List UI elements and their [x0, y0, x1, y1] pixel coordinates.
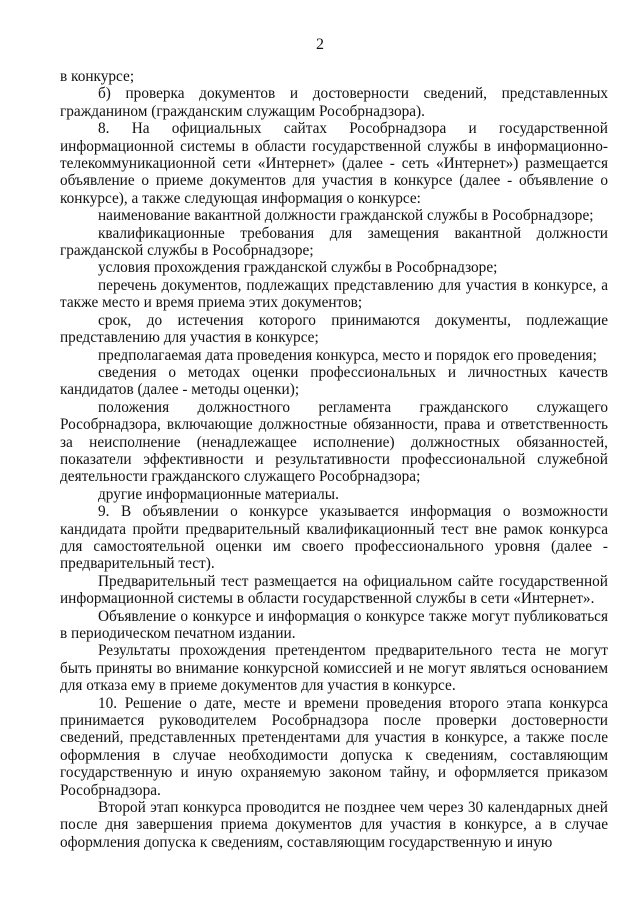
- paragraph-continuation: в конкурсе;: [60, 68, 135, 85]
- paragraph-preliminary-test-site: Предварительный тест размещается на официальном сайте государственной информационной системы в области государственной службы в сети «Интернет».: [60, 572, 608, 608]
- paragraph-item-b: б) проверка документов и достоверности сведений, представленных гражданином (гражданским служащим Рособрнадзора).: [60, 85, 608, 120]
- list-item-service-conditions: условия прохождения гражданской службы в Рособрнадзоре;: [98, 259, 498, 277]
- list-item-qualification-requirements: квалификационные требования для замещения вакантной должности гражданской службы в Рособрнадзоре;: [60, 224, 608, 260]
- paragraph-clause-8: 8. На официальных сайтах Рособрнадзора и государственной информационной системы в области государственной службы в информационно-телекоммуникационной сети «Интернет» (далее - сеть «Интернет») размещается объявление о приеме документов для участия в конкурсе (далее - объявление о конкурсе), а также следующая информация о конкурсе:: [60, 120, 608, 207]
- list-item-other-materials: другие информационные материалы.: [98, 485, 339, 503]
- list-item-contest-date: предполагаемая дата проведения конкурса, место и порядок его проведения;: [98, 346, 597, 364]
- paragraph-print-publication: Объявление о конкурсе и информация о конкурсе также могут публиковаться в периодическом печатном издании.: [60, 607, 608, 642]
- list-item-job-regulations: положения должностного регламента гражданского служащего Рособрнадзора, включающие должностные обязанности, права и ответственность за неисполнение (ненадлежащее исполнение) должностных обязанностей, показатели эффективности и результативности профессиональной служебной деятельности гражданского служащего Рособрнадзора;: [60, 398, 608, 486]
- document-body: [60, 68, 608, 851]
- paragraph-clause-9: 9. В объявлении о конкурсе указывается информация о возможности кандидата пройти предварительный квалификационный тест вне рамок конкурса для самостоятельной оценки им своего профессионального уровня (далее - предварительный тест).: [60, 503, 608, 573]
- list-item-documents-list: перечень документов, подлежащих представлению для участия в конкурсе, а также место и время приема этих документов;: [60, 276, 608, 312]
- paragraph-clause-10: 10. Решение о дате, месте и времени проведения второго этапа конкурса принимается руководителем Рособрнадзора после проверки достоверности сведений, представленных претендентами для участия в конкурсе, а также после оформления в случае необходимости допуска к сведениям, составляющим государственную и иную охраняемую законом тайну, и оформляется приказом Рособрнадзора.: [60, 694, 608, 799]
- paragraph-test-results: Результаты прохождения претендентом предварительного теста не могут быть приняты во внимание конкурсной комиссией и не могут являться основанием для отказа ему в приеме документов для участия в конкурсе.: [60, 642, 608, 695]
- list-item-vacancy-name: наименование вакантной должности гражданской службы в Рособрнадзоре;: [98, 207, 594, 225]
- paragraph-second-stage: Второй этап конкурса проводится не позднее чем через 30 календарных дней после дня завершения приема документов для участия в конкурсе, а в случае оформления допуска к сведениям, составляющим государственную и иную: [60, 799, 608, 851]
- list-item-assessment-methods: сведения о методах оценки профессиональных и личностных качеств кандидатов (далее - методы оценки);: [60, 363, 608, 399]
- list-item-deadline: срок, до истечения которого принимаются документы, подлежащие представлению для участия в конкурсе;: [60, 311, 608, 347]
- page-number: 2: [316, 36, 324, 53]
